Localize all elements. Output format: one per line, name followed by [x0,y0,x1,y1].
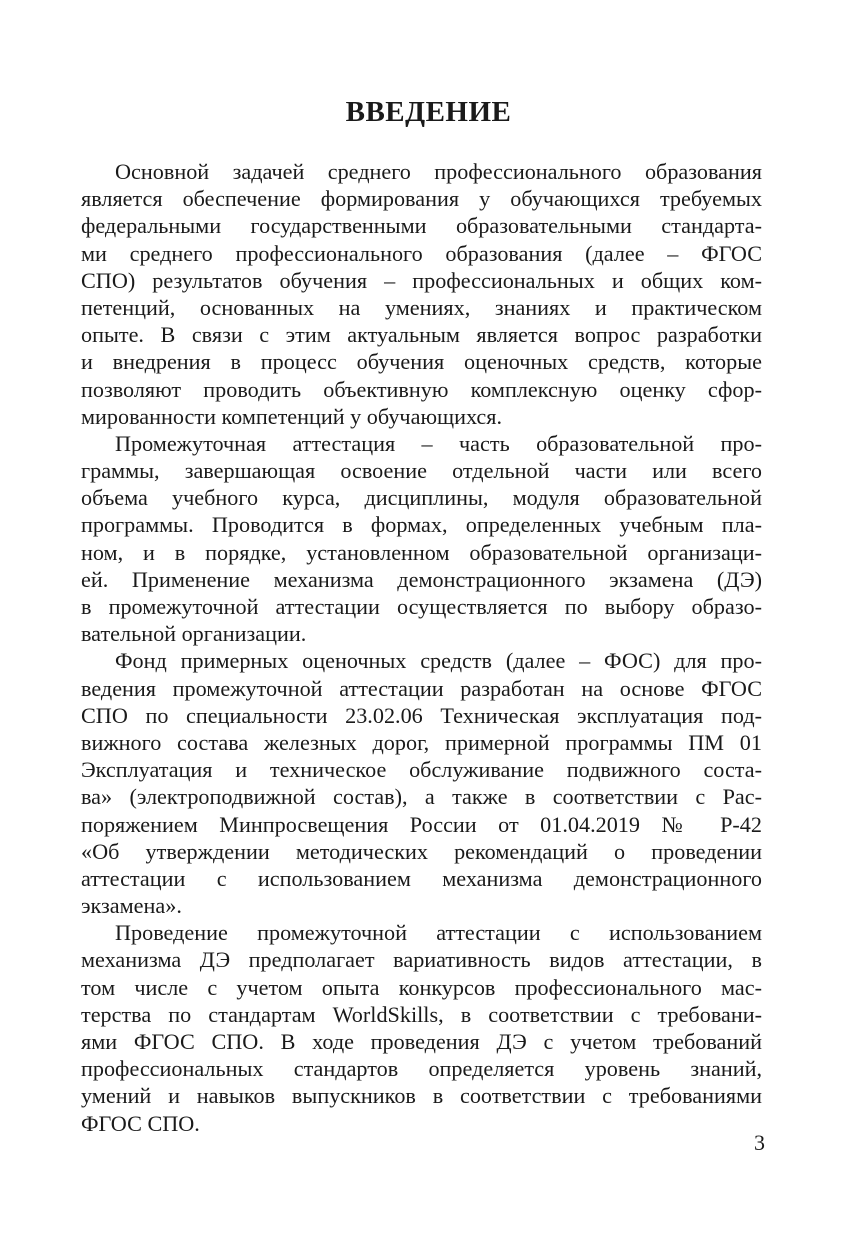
paragraph [81,919,762,1137]
text-line: мированности компетенций у обучающихся. [81,403,503,429]
text-line: аттестации с использованием механизма демонстрационного [81,865,762,891]
text-line: СПО) результатов обучения – профессиональных и общих ком- [81,267,762,293]
text-line: том числе с учетом опыта конкурсов профессионального мас- [81,974,762,1000]
text-line: ми среднего профессионального образования (далее – ФГОС [81,240,762,266]
text-line: ей. Применение механизма демонстрационного экзамена (ДЭ) [81,566,762,592]
text-line: и внедрения в процесс обучения оценочных средств, которые [81,349,762,375]
text-line: экзамена». [81,893,182,919]
text-line: объема учебного курса, дисциплины, модуля образовательной [81,485,762,511]
text-line: Эксплуатация и техническое обслуживание подвижного соста- [81,757,762,783]
text-line: Проведение промежуточной аттестации с использованием [115,920,762,946]
text-line: терства по стандартам WorldSkills, в соответствии с требовани- [81,1001,762,1027]
paragraph [81,430,762,648]
text-line: ва» (электроподвижной состав), а также в соответствии с Рас- [81,784,762,810]
paragraph [81,158,762,430]
text-line: Фонд примерных оценочных средств (далее – ФОС) для про- [115,648,762,674]
text-line: позволяют проводить объективную комплексную оценку сфор- [81,376,762,402]
text-line: «Об утверждении методических рекомендаций о проведении [81,838,762,864]
text-line: ФГОС СПО. [81,1110,200,1136]
text-line: петенций, основанных на умениях, знаниях и практическом [81,294,762,320]
text-line: ями ФГОС СПО. В ходе проведения ДЭ с учетом требований [81,1029,762,1054]
text-line: механизма ДЭ предполагает вариативность видов аттестации, в [81,947,762,973]
text-line: опыте. В связи с этим актуальным является вопрос разработки [81,322,762,348]
text-line: является обеспечение формирования у обучающихся требуемых [81,186,762,212]
text-line: ведения промежуточной аттестации разработан на основе ФГОС [81,675,762,701]
page-number: 3 [754,1130,765,1155]
text-line: вательной организации. [81,621,307,647]
text-line: программы. Проводится в формах, определенных учебным пла- [81,512,762,538]
text-line: ном, и в порядке, установленном образовательной организаци- [81,539,762,565]
text-line: вижного состава железных дорог, примерной программы ПМ 01 [81,729,762,755]
paragraph [81,647,762,919]
text-line: поряжением Минпросвещения России от 01.04.2019 № Р-42 [81,811,762,837]
text-line: умений и навыков выпускников в соответствии с требованиями [81,1083,762,1109]
text-line: Основной задачей среднего профессионального образования [115,159,762,184]
body-text [81,158,762,1137]
page-title: ВВЕДЕНИЕ [345,96,512,128]
text-line: СПО по специальности 23.02.06 Техническая эксплуатация под- [81,702,762,728]
text-line: федеральными государственными образовательными стандарта- [81,213,762,239]
text-line: граммы, завершающая освоение отдельной части или всего [81,458,762,484]
text-line: в промежуточной аттестации осуществляется по выбору образо- [81,594,762,619]
text-line: Промежуточная аттестация – часть образовательной про- [115,430,762,456]
text-line: профессиональных стандартов определяется уровень знаний, [81,1056,762,1082]
